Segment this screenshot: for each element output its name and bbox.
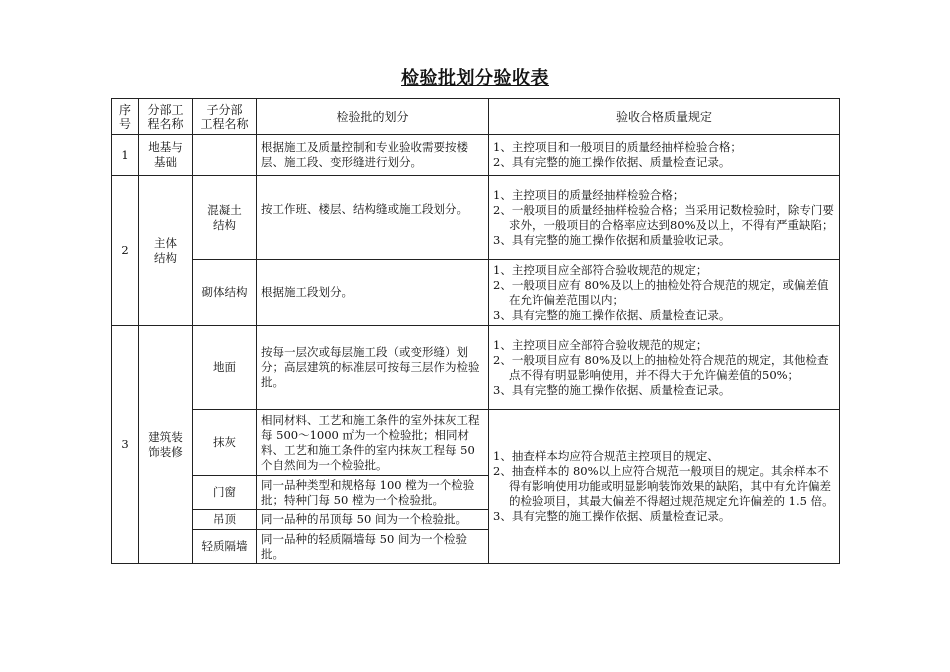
header-division: 分部工 程名称 (139, 99, 193, 135)
quality-rules (489, 410, 840, 564)
table-row (112, 135, 840, 176)
row-seq: 3 (112, 326, 139, 564)
quality-rule: 3、具有完整的施工操作依据和质量验收记录。 (493, 232, 731, 247)
subdivision-name: 门窗 (193, 476, 257, 510)
document-title: 检验批划分验收表 (401, 68, 549, 89)
subdivision-name: 吊顶 (193, 510, 257, 530)
table-row (112, 176, 840, 260)
division-name: 主体 结构 (139, 176, 193, 326)
quality-rule: 1、抽查样本均应符合规范主控项目的规定、 (493, 449, 719, 463)
header-seq: 序 号 (112, 99, 139, 135)
batch-division-text: 同一品种的吊顶每 50 间为一个检验批。 (257, 510, 489, 530)
quality-rule: 3、具有完整的施工操作依据、质量检查记录。 (493, 509, 731, 523)
quality-rule: 2、具有完整的施工操作依据、质量检查记录。 (493, 155, 731, 169)
quality-rule: 1、主控项目应全部符合验收规范的规定； (493, 262, 708, 277)
quality-rule: 3、具有完整的施工操作依据、质量检查记录。 (493, 382, 731, 397)
subdivision-name: 砌体结构 (193, 260, 257, 326)
quality-rules (489, 135, 840, 176)
batch-division-text: 同一品种的轻质隔墙每 50 间为一个检验批。 (257, 530, 489, 564)
quality-rule: 1、主控项目的质量经抽样检验合格； (493, 187, 685, 202)
quality-rule: 2、一般项目的质量经抽样检验合格；当采用记数检验时，除专门要求外，一般项目的合格率应达到80%及以上，不得有严重缺陷； (493, 202, 834, 232)
batch-division-text: 按工作班、楼层、结构缝或施工段划分。 (257, 176, 489, 260)
subdivision-name: 轻质隔墙 (193, 530, 257, 564)
quality-rules (489, 260, 840, 326)
row-seq: 2 (112, 176, 139, 326)
header-subdivision: 子分部 工程名称 (193, 99, 257, 135)
batch-division-text: 根据施工段划分。 (257, 260, 489, 326)
quality-rule: 3、具有完整的施工操作依据、质量检查记录。 (493, 307, 731, 322)
batch-division-text: 根据施工及质量控制和专业验收需要按楼层、施工段、变形缝进行划分。 (257, 135, 489, 176)
row-seq: 1 (112, 135, 139, 176)
quality-rules (489, 326, 840, 410)
quality-rule: 2、一般项目应有 80%及以上的抽检处符合规范的规定，或偏差值在允许偏差范围以内； (493, 277, 829, 307)
subdivision-name: 地面 (193, 326, 257, 410)
quality-rule: 2、一般项目应有 80%及以上的抽检处符合规范的规定，其他检查点不得有明显影响使用，并不得大于允许偏差值的50%； (493, 352, 829, 382)
table-row (112, 260, 840, 326)
header-batch: 检验批的划分 (257, 99, 489, 135)
table-row (112, 326, 840, 410)
quality-rules (489, 176, 840, 260)
subdivision-name: 抹灰 (193, 410, 257, 476)
quality-rule: 2、抽查样本的 80%以上应符合规范一般项目的规定。其余样本不得有影响使用功能或明显影响装饰效果的缺陷，其中有允许偏差的检验项目，其最大偏差不得超过规范规定允许偏差的 1.5 倍。 (493, 464, 834, 508)
quality-rule: 1、主控项目和一般项目的质量经抽样检验合格； (493, 140, 742, 154)
table-header-row (112, 99, 840, 135)
subdivision-name (193, 135, 257, 176)
inspection-batch-table (111, 98, 840, 564)
batch-division-text: 同一品种类型和规格每 100 樘为一个检验批；特种门每 50 樘为一个检验批。 (257, 476, 489, 510)
batch-division-text: 相同材料、工艺和施工条件的室外抹灰工程每 500～1000 ㎡为一个检验批；相同材料、工艺和施工条件的室内抹灰工程每 50 个自然间为一个检验批。 (257, 410, 489, 476)
division-name: 建筑装 饰装修 (139, 326, 193, 564)
batch-division-text: 按每一层次或每层施工段（或变形缝）划分；高层建筑的标准层可按每三层作为检验批。 (257, 326, 489, 410)
header-quality: 验收合格质量规定 (489, 99, 840, 135)
quality-rule: 1、主控项目应全部符合验收规范的规定； (493, 337, 708, 352)
subdivision-name: 混凝土 结构 (193, 176, 257, 260)
division-name: 地基与 基础 (139, 135, 193, 176)
table-row (112, 410, 840, 476)
